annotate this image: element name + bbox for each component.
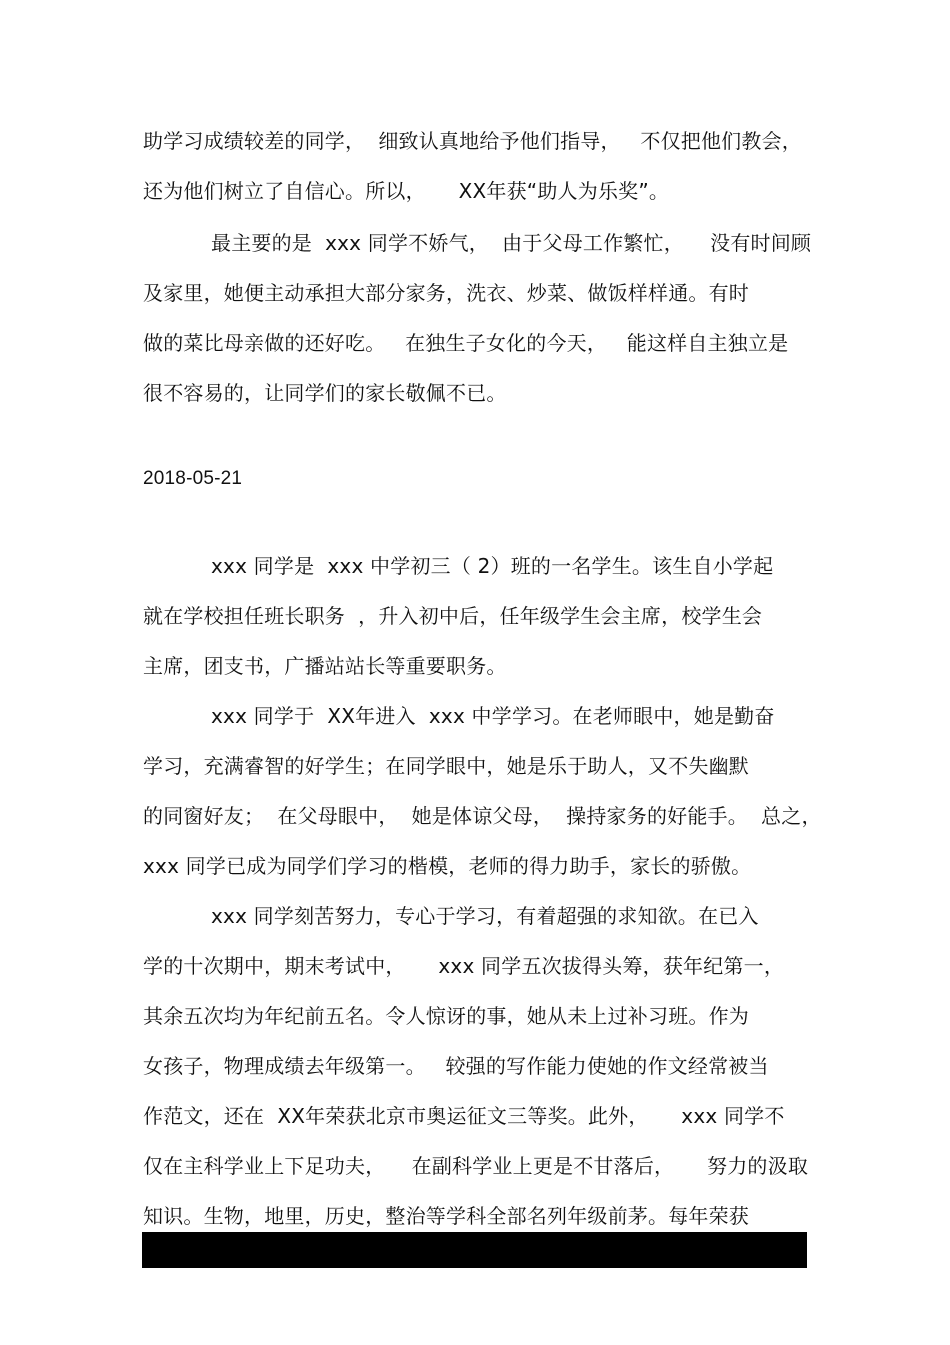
text-line: xxx 同学于 XX年进入 xxx 中学学习。在老师眼中，她是勤奋 — [211, 704, 775, 728]
text-line: 最主要的是 xxx 同学不娇气， 由于父母工作繁忙， 没有时间顾 — [211, 231, 812, 255]
date-heading: 2018-05-21 — [143, 468, 243, 489]
text-line: 仅在主科学业上下足功夫， 在副科学业上更是不甘落后， 努力的汲取 — [143, 1154, 809, 1178]
text-line: 学的十次期中，期末考试中， xxx 同学五次拔得头筹，获年纪第一， — [143, 954, 785, 978]
text-line: 女孩子，物理成绩去年级第一。 较强的写作能力使她的作文经常被当 — [143, 1054, 769, 1078]
text-line: 其余五次均为年纪前五名。令人惊讶的事，她从未上过补习班。作为 — [143, 1004, 749, 1028]
text-line: 很不容易的，让同学们的家长敬佩不已。 — [143, 381, 507, 405]
text-line: 作范文，还在 XX年荣获北京市奥运征文三等奖。此外， xxx 同学不 — [143, 1104, 785, 1128]
text-line: 及家里，她便主动承担大部分家务，洗衣、炒菜、做饭样样通。有时 — [143, 281, 749, 305]
text-line: 知识。生物，地里，历史，整治等学科全部名列年级前茅。每年荣获 — [143, 1204, 749, 1228]
text-line: xxx 同学已成为同学们学习的楷模，老师的得力助手，家长的骄傲。 — [143, 854, 752, 878]
redaction-bar — [142, 1232, 807, 1268]
text-line: 主席，团支书，广播站站长等重要职务。 — [143, 654, 507, 678]
text-line: 还为他们树立了自信心。所以， XX年获“助人为乐奖”。 — [143, 179, 670, 203]
text-line: xxx 同学刻苦努力，专心于学习，有着超强的求知欲。在已入 — [211, 904, 759, 928]
text-line: 就在学校担任班长职务 ，升入初中后，任年级学生会主席，校学生会 — [143, 604, 763, 628]
text-line: 助学习成绩较差的同学， 细致认真地给予他们指导， 不仅把他们教会， — [143, 129, 802, 153]
text-line: 学习，充满睿智的好学生；在同学眼中，她是乐于助人，又不失幽默 — [143, 754, 749, 778]
text-line: 的同窗好友； 在父母眼中， 她是体谅父母， 操持家务的好能手。 总之， — [143, 804, 822, 828]
text-line: 做的菜比母亲做的还好吃。 在独生子女化的今天， 能这样自主独立是 — [143, 331, 789, 355]
text-line: xxx 同学是 xxx 中学初三（ 2）班的一名学生。该生自小学起 — [211, 554, 774, 578]
